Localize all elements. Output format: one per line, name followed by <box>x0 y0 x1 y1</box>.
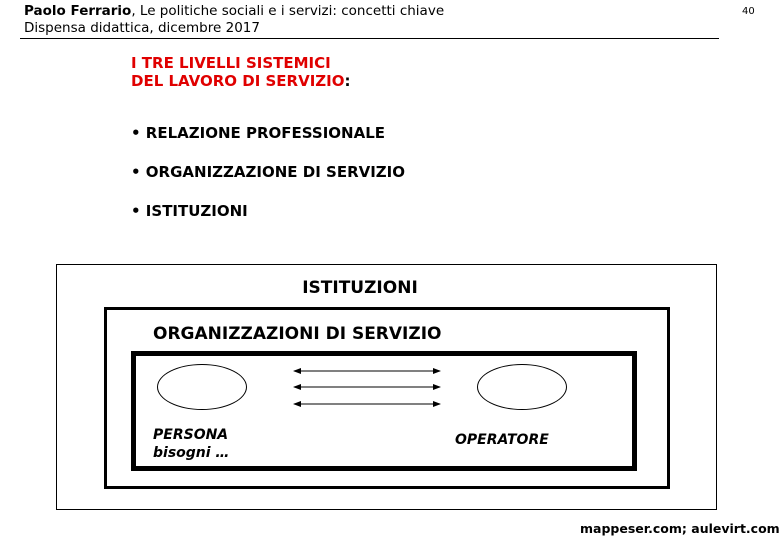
operatore-ellipse <box>477 364 567 410</box>
page-number: 40 <box>742 6 755 17</box>
bullet-item: • RELAZIONE PROFESSIONALE <box>131 124 386 142</box>
header-divider <box>20 38 719 39</box>
bullet-item: • ORGANIZZAZIONE DI SERVIZIO <box>131 163 406 181</box>
persona-needs-text: bisogni … <box>153 445 230 461</box>
bullet-item: • ISTITUZIONI <box>131 202 248 220</box>
slide-title-line1: I TRE LIVELLI SISTEMICI <box>131 54 331 72</box>
label-istituzioni: ISTITUZIONI <box>302 278 418 298</box>
label-operatore: OPERATORE <box>455 432 549 448</box>
double-arrows <box>288 362 448 412</box>
persona-ellipse <box>157 364 247 410</box>
slide-title-line2: DEL LAVORO DI SERVIZIO <box>131 72 345 90</box>
persona-text: PERSONA <box>153 427 229 443</box>
slide-title <box>131 54 351 90</box>
header-title <box>24 3 444 19</box>
header-title-rest: , Le politiche sociali e i servizi: concetti chiave <box>131 3 445 19</box>
slide-title-colon: : <box>344 72 351 90</box>
slide-title-line2-wrap <box>131 72 351 90</box>
footer-credit: mappeser.com; aulevirt.com <box>580 521 780 536</box>
header-author: Paolo Ferrario <box>24 3 132 19</box>
label-persona <box>153 426 229 462</box>
label-organizzazioni: ORGANIZZAZIONI DI SERVIZIO <box>153 324 442 344</box>
header-subtitle: Dispensa didattica, dicembre 2017 <box>24 20 260 36</box>
